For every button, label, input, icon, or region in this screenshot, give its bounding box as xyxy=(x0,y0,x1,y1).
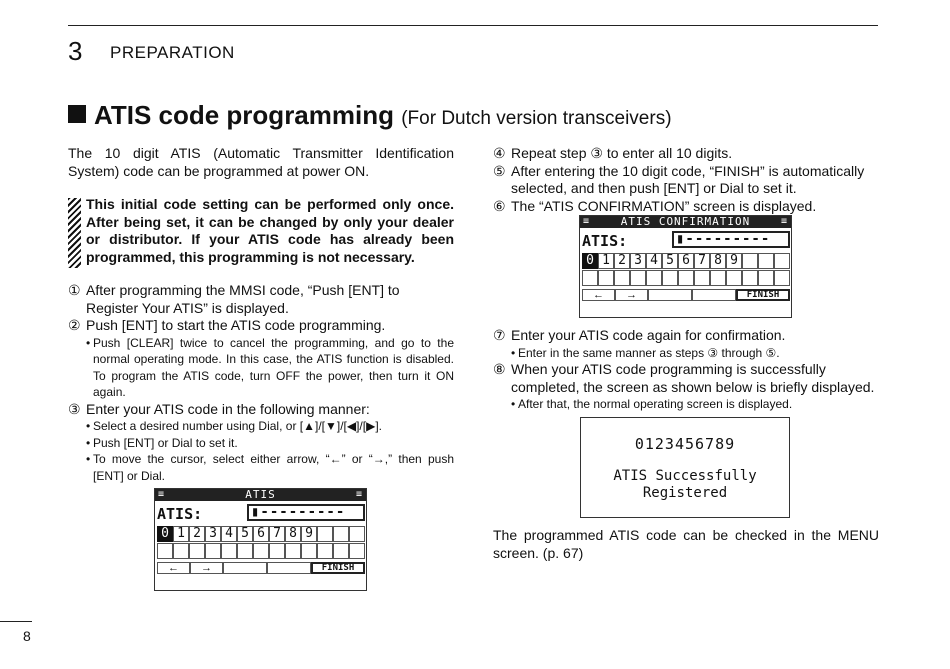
success-line-1: ATIS Successfully xyxy=(613,468,757,484)
lcd-atis-label: ATIS: xyxy=(582,232,628,250)
step-1 xyxy=(68,282,454,317)
lcd-title: ATIS CONFIRMATION xyxy=(620,215,751,228)
step-8 xyxy=(493,361,879,396)
lcd-code-row xyxy=(155,501,366,523)
step-8-bullet xyxy=(493,396,879,413)
step-3 xyxy=(68,401,454,419)
digit-key[interactable]: 0 xyxy=(582,253,598,269)
step-number: ⑧ xyxy=(493,361,506,377)
step-3-bullet xyxy=(68,418,454,435)
intro-paragraph: The 10 digit ATIS (Automatic Transmitter Identification System) code can be programmed at power ON. xyxy=(68,145,454,179)
step-7 xyxy=(493,327,879,345)
page-number: 8 xyxy=(23,628,31,644)
grid-cell xyxy=(630,270,646,286)
page-number-rule xyxy=(0,621,32,622)
step-number: ⑦ xyxy=(493,327,506,343)
step-text: Repeat step ③ to enter all 10 digits. xyxy=(511,145,733,161)
left-column xyxy=(68,145,454,484)
digit-key[interactable]: 7 xyxy=(698,253,706,268)
step-5 xyxy=(493,163,879,198)
caution-note xyxy=(68,196,454,266)
grid-cell xyxy=(205,543,221,559)
digit-grid xyxy=(582,253,790,288)
grid-cell xyxy=(317,526,333,542)
step-number: ⑤ xyxy=(493,162,506,179)
left-arrow-key[interactable]: ← xyxy=(157,562,190,574)
step-text: The “ATIS CONFIRMATION” screen is displayed. xyxy=(511,197,817,214)
chapter-title: PREPARATION xyxy=(110,43,235,62)
grid-cell xyxy=(662,270,678,286)
bullet-text: Enter in the same manner as steps ③ through ⑤. xyxy=(518,345,780,360)
digit-key[interactable]: 1 xyxy=(602,253,610,268)
grid-cell xyxy=(774,253,790,269)
grid-cell xyxy=(237,543,253,559)
bullet-icon: • xyxy=(86,335,91,350)
grid-cell xyxy=(333,543,349,559)
grid-cell xyxy=(221,543,237,559)
grid-cell xyxy=(758,270,774,286)
menu-icon: ≡ xyxy=(780,216,788,227)
bullet-icon: • xyxy=(511,397,516,411)
grid-cell xyxy=(333,526,349,542)
bullet-text: Push [CLEAR] twice to cancel the programming, and go to the normal operating mode. In this case, the ATIS function is disabled. To program the ATIS code, turn OFF the power, then turn it ON again. xyxy=(93,335,454,399)
step-3-bullet xyxy=(68,451,454,484)
bullet-icon: • xyxy=(86,419,91,433)
digit-key[interactable]: 4 xyxy=(650,253,658,268)
grid-cell xyxy=(774,270,790,286)
digit-key[interactable]: 2 xyxy=(193,526,201,541)
grid-cell xyxy=(349,526,365,542)
digit-key[interactable]: 9 xyxy=(730,253,738,268)
caution-hatch-icon xyxy=(68,198,81,268)
right-arrow-key[interactable]: → xyxy=(615,289,648,301)
grid-cell xyxy=(598,270,614,286)
digit-key[interactable]: 4 xyxy=(225,526,233,541)
grid-cell xyxy=(758,253,774,269)
atis-entry-screen xyxy=(154,488,367,591)
closing-paragraph: The programmed ATIS code can be checked in the MENU screen. (p. 67) xyxy=(493,527,879,561)
right-arrow-key[interactable]: → xyxy=(190,562,223,574)
step-text: Push [ENT] to start the ATIS code programming. xyxy=(86,317,386,333)
digit-key[interactable]: 6 xyxy=(682,253,690,268)
grid-cell xyxy=(285,543,301,559)
bullet-text: Select a desired number using Dial, or [▲]/[▼]/[◀]/[▶]. xyxy=(93,419,382,433)
section-heading xyxy=(68,100,672,131)
header-rule xyxy=(68,25,878,26)
digit-grid xyxy=(157,526,365,561)
step-3-bullet xyxy=(68,435,454,452)
caution-text: This initial code setting can be performed only once. After being set, it can be changed by only your dealer or distributor. If your ATIS code has already been programmed, this programming is not necessary. xyxy=(86,196,454,265)
step-4 xyxy=(493,145,879,163)
step-number: ① xyxy=(68,282,81,298)
menu-icon: ≡ xyxy=(355,489,363,500)
lcd-atis-label: ATIS: xyxy=(157,505,203,523)
grid-cell xyxy=(301,543,317,559)
atis-confirmation-screen xyxy=(579,215,792,318)
lcd-title-bar xyxy=(580,216,791,228)
step-text: After entering the 10 digit code, “FINISH” is automatically selected, and then push [ENT] or Dial to set it. xyxy=(511,162,865,196)
digit-key[interactable]: 9 xyxy=(305,526,313,541)
lcd-bottom-row xyxy=(582,289,790,301)
step-6 xyxy=(493,198,879,216)
step-text: After programming the MMSI code, “Push [ENT] to Register Your ATIS” is displayed. xyxy=(86,282,400,316)
bullet-icon: • xyxy=(86,452,91,466)
digit-key[interactable]: 8 xyxy=(714,253,722,268)
grid-cell xyxy=(678,270,694,286)
grid-cell xyxy=(614,270,630,286)
blank-key xyxy=(648,289,692,301)
blank-key xyxy=(223,562,267,574)
lcd-code-field: ▮--------- xyxy=(672,231,790,248)
digit-key[interactable]: 0 xyxy=(157,526,173,542)
step-2-bullet xyxy=(68,335,454,401)
left-arrow-key[interactable]: ← xyxy=(582,289,615,301)
bullet-icon: • xyxy=(511,345,516,360)
step-number: ② xyxy=(68,317,81,333)
digit-key[interactable]: 5 xyxy=(241,526,249,541)
step-text: When your ATIS code programming is successfully completed, the screen as shown below is briefly displayed. xyxy=(511,361,875,395)
grid-cell xyxy=(253,543,269,559)
grid-cell xyxy=(269,543,285,559)
lcd-code-row xyxy=(580,228,791,250)
digit-key[interactable]: 3 xyxy=(209,526,217,541)
grid-cell xyxy=(173,543,189,559)
grid-cell xyxy=(710,270,726,286)
step-number: ④ xyxy=(493,145,506,161)
section-subtitle: (For Dutch version transceivers) xyxy=(401,108,672,129)
bullet-text: To move the cursor, select either arrow, “←” or “→,” then push [ENT] or Dial. xyxy=(93,452,454,483)
lcd-title-bar xyxy=(155,489,366,501)
blank-key xyxy=(692,289,736,301)
digit-key[interactable]: 7 xyxy=(273,526,281,541)
step-number: ③ xyxy=(68,400,81,417)
menu-icon: ≡ xyxy=(583,216,591,227)
step-text: Enter your ATIS code again for confirmation. xyxy=(511,327,786,343)
grid-cell xyxy=(726,270,742,286)
digit-key[interactable]: 1 xyxy=(177,526,185,541)
finish-key[interactable]: FINISH xyxy=(736,289,790,301)
success-line-2: Registered xyxy=(642,485,728,501)
digit-key[interactable]: 8 xyxy=(289,526,297,541)
blank-key xyxy=(267,562,311,574)
grid-cell xyxy=(189,543,205,559)
bullet-text: After that, the normal operating screen is displayed. xyxy=(518,397,793,411)
menu-icon: ≡ xyxy=(158,489,166,500)
step-7-bullet xyxy=(493,345,879,362)
step-2 xyxy=(68,317,454,335)
square-bullet-icon xyxy=(68,105,86,123)
chapter-number: 3 xyxy=(68,36,83,66)
grid-cell xyxy=(742,270,758,286)
lcd-code-field: ▮--------- xyxy=(247,504,365,521)
step-number: ⑥ xyxy=(493,197,506,214)
grid-cell xyxy=(646,270,662,286)
grid-cell xyxy=(582,270,598,286)
atis-success-screen xyxy=(580,417,790,518)
section-title: ATIS code programming xyxy=(94,100,394,130)
digit-key[interactable]: 5 xyxy=(666,253,674,268)
finish-key[interactable]: FINISH xyxy=(311,562,365,574)
grid-cell xyxy=(742,253,758,269)
registered-code: 0123456789 xyxy=(634,435,736,453)
grid-cell xyxy=(317,543,333,559)
bullet-icon: • xyxy=(86,435,91,450)
grid-cell xyxy=(694,270,710,286)
grid-cell xyxy=(157,543,173,559)
bullet-text: Push [ENT] or Dial to set it. xyxy=(93,435,238,450)
grid-cell xyxy=(349,543,365,559)
lcd-bottom-row xyxy=(157,562,365,574)
digit-key[interactable]: 3 xyxy=(634,253,642,268)
lcd-title: ATIS xyxy=(245,488,276,501)
digit-key[interactable]: 2 xyxy=(618,253,626,268)
digit-key[interactable]: 6 xyxy=(257,526,265,541)
step-text: Enter your ATIS code in the following manner: xyxy=(86,400,370,417)
